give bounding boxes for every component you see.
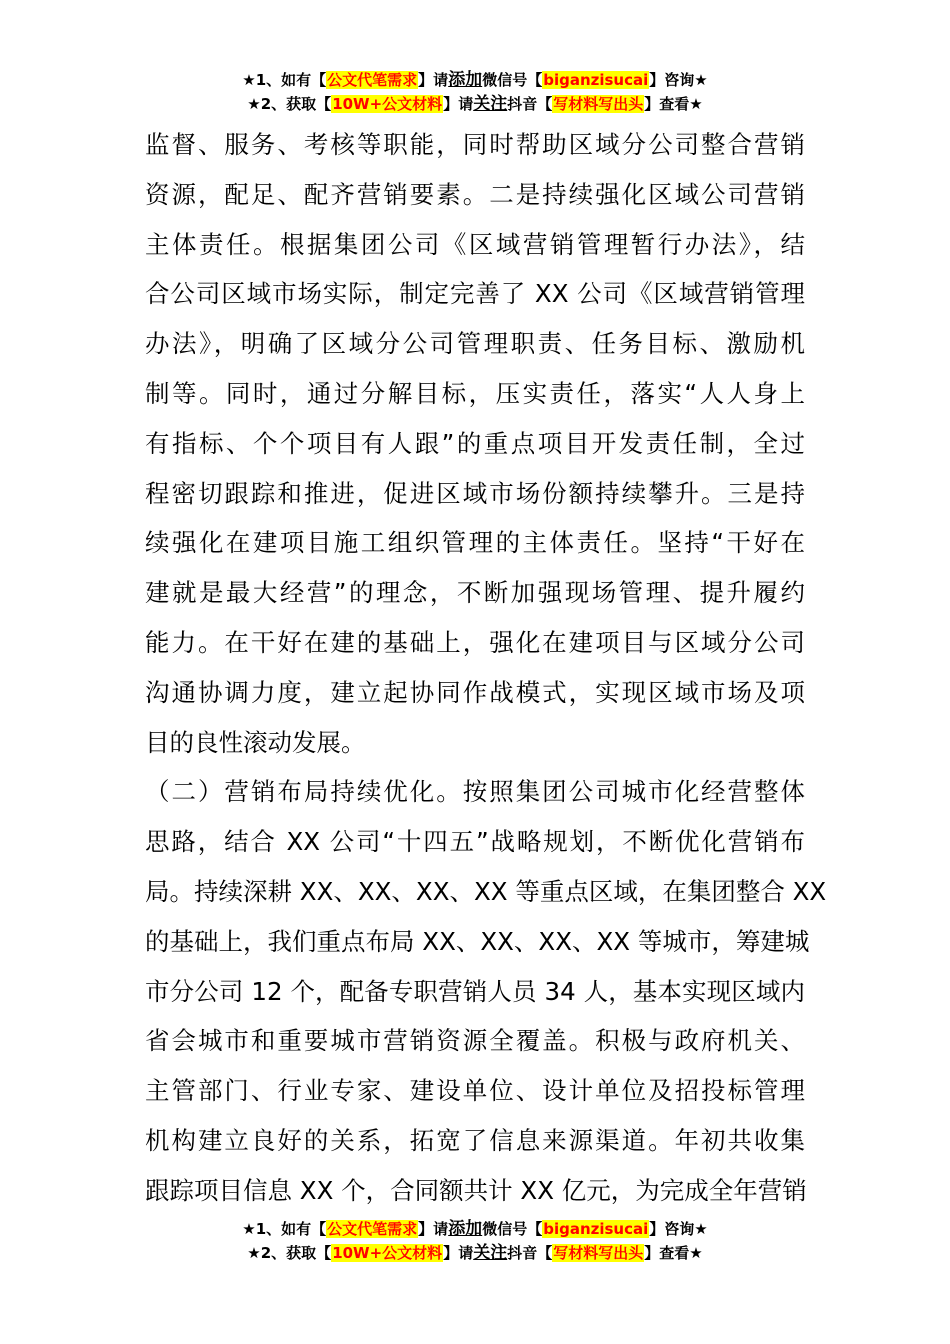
- banner-text: 】请: [443, 1244, 474, 1262]
- banner-highlight: 10W+公文材料: [332, 95, 443, 113]
- text-line: 监督、服务、考核等职能，同时帮助区域分公司整合营销: [145, 130, 805, 159]
- text-line: 合公司区域市场实际，制定完善了 XX 公司《区域营销管理: [145, 279, 805, 309]
- banner-highlight: 10W+公文材料: [332, 1244, 443, 1262]
- banner-line-1: [0, 1217, 950, 1241]
- text-line: 市分公司 12 个，配备专职营销人员 34 人，基本实现区域内: [145, 976, 805, 1006]
- text-line: 机构建立良好的关系，拓宽了信息来源渠道。年初共收集: [145, 1125, 805, 1155]
- banner-highlight: 写材料写出头: [553, 1244, 644, 1262]
- banner-text: ★2、获取【: [247, 1244, 332, 1262]
- banner-text: 】请: [443, 95, 474, 113]
- text-line: 程密切跟踪和推进，促进区域市场份额持续攀升。三是持: [145, 478, 805, 508]
- text-line: 省会城市和重要城市营销资源全覆盖。积极与政府机关、: [145, 1026, 805, 1056]
- text-line: （二）营销布局持续优化。按照集团公司城市化经营整体: [145, 777, 805, 807]
- banner-text: ★2、获取【: [247, 95, 332, 113]
- banner-text: 】请: [418, 71, 449, 89]
- text-line: 主体责任。根据集团公司《区域营销管理暂行办法》，结: [145, 229, 805, 259]
- banner-underlined: 关注: [473, 1243, 508, 1263]
- banner-line-2: [0, 1241, 950, 1265]
- banner-text: 微信号【: [482, 1220, 543, 1238]
- banner-text: 】咨询★: [649, 71, 708, 89]
- text-line: 能力。在干好在建的基础上，强化在建项目与区域分公司: [145, 627, 805, 657]
- text-line: 主管部门、行业专家、建设单位、设计单位及招投标管理: [145, 1076, 805, 1106]
- text-line: 建就是最大经营”的理念，不断加强现场管理、提升履约: [145, 578, 805, 608]
- text-line: 目的良性滚动发展。: [145, 727, 366, 757]
- header-banner: [0, 68, 950, 116]
- footer-banner: [0, 1217, 950, 1265]
- text-line: 沟通协调力度，建立起协同作战模式，实现区域市场及项: [145, 677, 805, 707]
- text-line: 局。持续深耕 XX、XX、XX、XX 等重点区域，在集团整合 XX: [145, 876, 827, 906]
- text-line: 跟踪项目信息 XX 个，合同额共计 XX 亿元，为完成全年营销: [145, 1175, 807, 1205]
- text-line: 办法》，明确了区域分公司管理职责、任务目标、激励机: [145, 329, 805, 359]
- banner-text: 微信号【: [482, 71, 543, 89]
- banner-line-1: [0, 68, 950, 92]
- banner-highlight: 公文代笔需求: [327, 71, 418, 89]
- banner-highlight: 写材料写出头: [553, 95, 644, 113]
- banner-underlined: 添加: [448, 70, 483, 90]
- body-text: [145, 127, 827, 1223]
- banner-text: 抖音【: [507, 1244, 553, 1262]
- banner-highlight: 公文代笔需求: [327, 1220, 418, 1238]
- text-line: 续强化在建项目施工组织管理的主体责任。坚持“干好在: [145, 528, 805, 558]
- banner-text: 】查看★: [644, 95, 703, 113]
- banner-text: ★1、如有【: [242, 1220, 327, 1238]
- banner-line-2: [0, 92, 950, 116]
- banner-text: 】咨询★: [649, 1220, 708, 1238]
- text-line: 资源，配足、配齐营销要素。二是持续强化区域公司营销: [145, 179, 805, 209]
- banner-highlight: biganzisucai: [543, 1220, 649, 1238]
- banner-underlined: 添加: [448, 1219, 483, 1239]
- banner-text: ★1、如有【: [242, 71, 327, 89]
- text-line: 的基础上，我们重点布局 XX、XX、XX、XX 等城市，筹建城: [145, 926, 810, 956]
- text-line: 制等。同时，通过分解目标，压实责任，落实“人人身上: [145, 378, 805, 408]
- text-line: 思路，结合 XX 公司“十四五”战略规划，不断优化营销布: [145, 827, 805, 857]
- text-line: 有指标、个个项目有人跟”的重点项目开发责任制，全过: [145, 428, 805, 458]
- banner-text: 】请: [418, 1220, 449, 1238]
- banner-highlight: biganzisucai: [543, 71, 649, 89]
- banner-text: 抖音【: [507, 95, 553, 113]
- banner-text: 】查看★: [644, 1244, 703, 1262]
- banner-underlined: 关注: [473, 94, 508, 114]
